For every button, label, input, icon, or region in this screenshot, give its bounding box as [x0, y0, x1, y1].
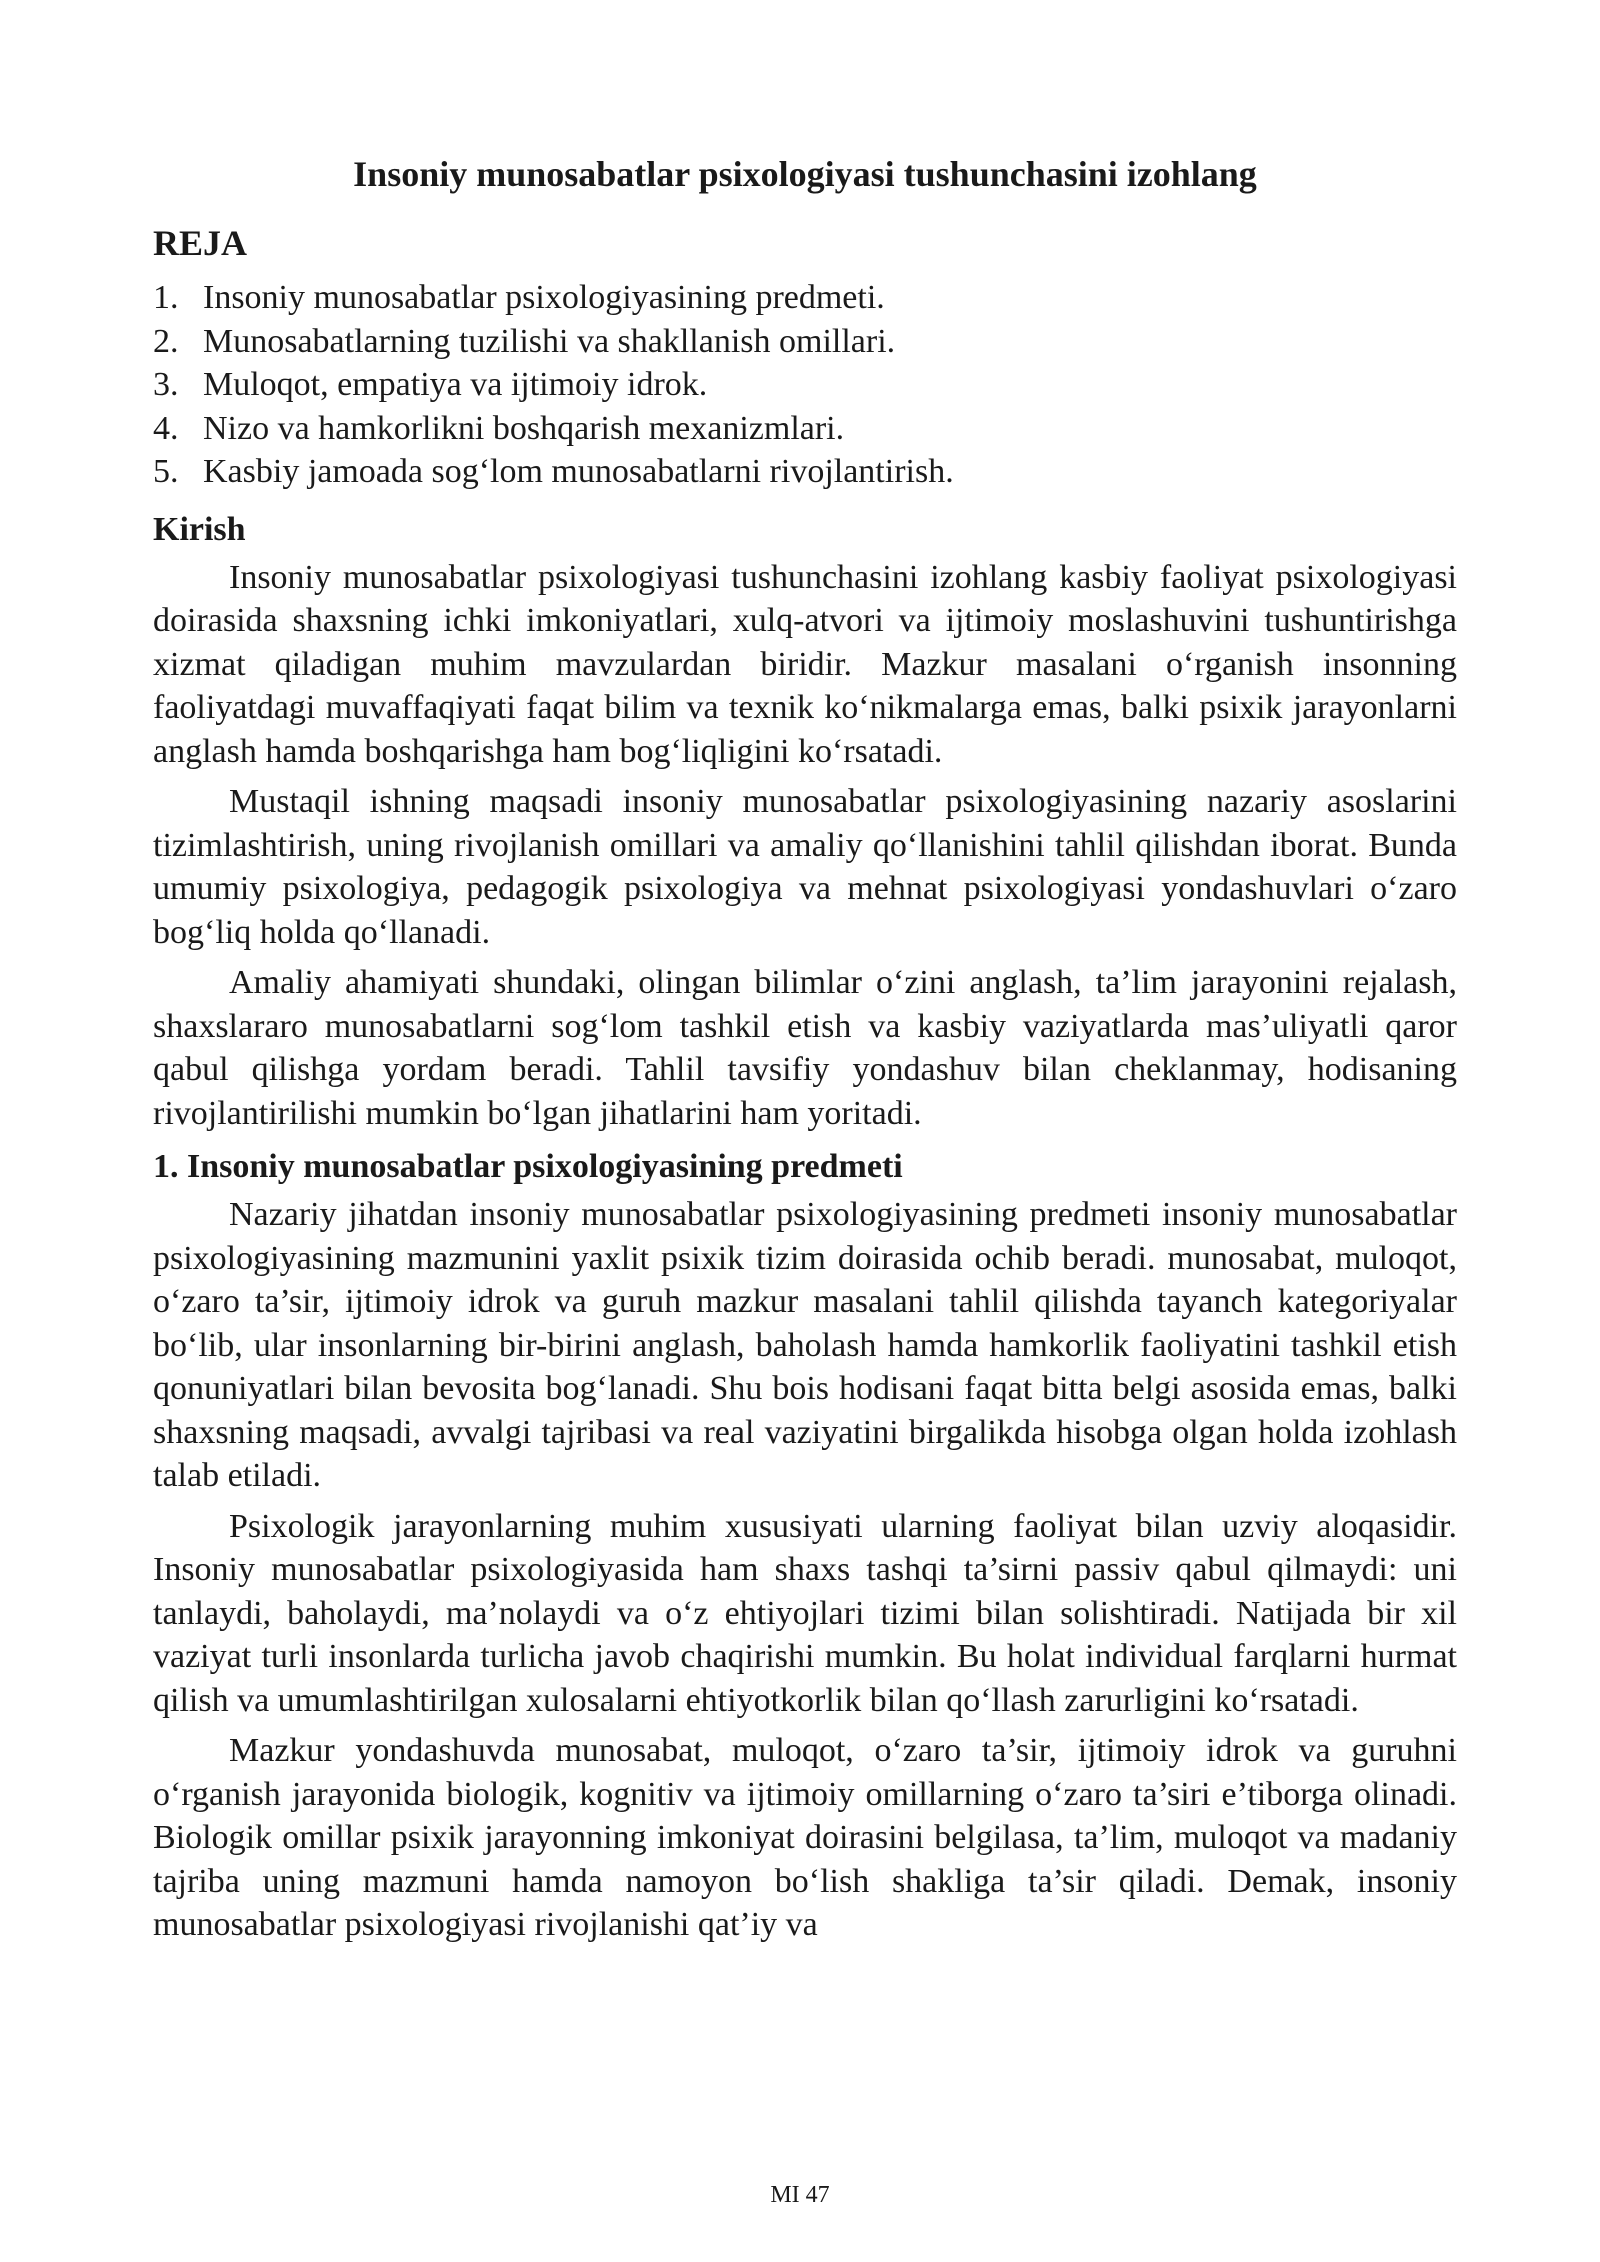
plan-item-text: Muloqot, empatiya va ijtimoiy idrok.	[203, 366, 708, 403]
plan-heading: REJA	[153, 223, 248, 263]
section-paragraph: Mazkur yondashuvda munosabat, muloqot, o‘zaro ta’sir, ijtimoiy idrok va guruhni o‘rganish jarayonida biologik, kognitiv va ijtimoiy omillarning o‘zaro ta’siri e’tiborga olinadi. Biologik omillar psixik jarayonning imkoniyat doirasini belgilasa, ta’lim, muloqot va madaniy tajriba uning mazmuni hamda namoyon bo‘lish shakliga ta’sir qiladi. Demak, insoniy munosabatlar psixologiyasi rivojlanishi qat’iy va	[153, 1732, 1457, 1943]
plan-item-text: Munosabatlarning tuzilishi va shakllanish omillari.	[203, 322, 896, 360]
page-number: MI 47	[770, 2182, 830, 2208]
section-paragraph: Psixologik jarayonlarning muhim xususiyati ularning faoliyat bilan uzviy aloqasidir. Insoniy munosabatlar psixologiyasida ham shaxs tashqi ta’sirni passiv qabul qilmaydi: uni tanlaydi, baholaydi, ma’nolaydi va o‘z ehtiyojlari tizimi bilan solishtiradi. Natijada bir xil vaziyat turli insonlarda turlicha javob chaqirishi mumkin. Bu holat individual farqlarni hurmat qilish va umumlashtirilgan xulosalarni ehtiyotkorlik bilan qo‘llash zarurligini ko‘rsatadi.	[153, 1507, 1457, 1719]
document-page	[153, 150, 1457, 1954]
plan-item-text: Nizo va hamkorlikni boshqarish mexanizmlari.	[203, 409, 845, 447]
plan-item-number: 4.	[153, 409, 179, 447]
section-heading: 1. Insoniy munosabatlar psixologiyasining predmeti	[153, 1148, 903, 1185]
intro-heading: Kirish	[153, 510, 246, 548]
plan-item-number: 2.	[153, 322, 179, 360]
plan-item-number: 5.	[153, 453, 179, 490]
intro-paragraph: Mustaqil ishning maqsadi insoniy munosabatlar psixologiyasining nazariy asoslarini tizimlashtirish, uning rivojlanish omillari va amaliy qo‘llanishini tahlil qilishdan iborat. Bunda umumiy psixologiya, pedagogik psixologiya va mehnat psixologiyasi yondashuvlari o‘zaro bog‘liq holda qo‘llanadi.	[153, 783, 1457, 951]
section-paragraph: Nazariy jihatdan insoniy munosabatlar psixologiyasining predmeti insoniy munosabatlar psixologiyasining mazmunini yaxlit psixik tizim doirasida ochib beradi. munosabat, muloqot, o‘zaro ta’sir, ijtimoiy idrok va guruh mazkur masalani tahlil qilishda tayanch kategoriyalar bo‘lib, ular insonlarning bir-birini anglash, baholash hamda hamkorlik faoliyatini tashkil etish qonuniyatlari bilan bevosita bog‘lanadi. Shu bois hodisani faqat bitta belgi asosida emas, balki shaxsning maqsadi, avvalgi tajribasi va real vaziyatini birgalikda hisobga olgan holda izohlash talab etiladi.	[153, 1196, 1457, 1494]
plan-item-text: Insoniy munosabatlar psixologiyasining predmeti.	[203, 279, 885, 316]
intro-paragraph: Insoniy munosabatlar psixologiyasi tushunchasini izohlang kasbiy faoliyat psixologiyasi doirasida shaxsning ichki imkoniyatlari, xulq-atvori va ijtimoiy moslashuvini tushuntirishga xizmat qiladigan muhim mavzulardan biridir. Mazkur masalani o‘rganish insonning faoliyatdagi muvaffaqiyati faqat bilim va texnik ko‘nikmalarga emas, balki psixik jarayonlarni anglash hamda boshqarishga ham bog‘liqligini ko‘rsatadi.	[153, 558, 1457, 770]
plan-item-number: 3.	[153, 366, 179, 403]
plan-item	[153, 363, 1457, 407]
plan-item	[153, 320, 1457, 364]
plan-item-text: Kasbiy jamoada sog‘lom munosabatlarni rivojlantirish.	[203, 453, 954, 490]
plan-list	[153, 276, 1457, 494]
plan-item	[153, 450, 1457, 494]
intro-paragraph: Amaliy ahamiyati shundaki, olingan bilimlar o‘zini anglash, ta’lim jarayonini rejalash, shaxslararo munosabatlarni sog‘lom tashkil etish va kasbiy vaziyatlarda mas’uliyatli qaror qabul qilishga yordam beradi. Tahlil tavsifiy yondashuv bilan cheklanmay, hodisaning rivojlantirilishi mumkin bo‘lgan jihatlarini ham yoritadi.	[153, 964, 1457, 1132]
plan-item	[153, 276, 1457, 320]
plan-item-number: 1.	[153, 279, 179, 316]
document-title: Insoniy munosabatlar psixologiyasi tushunchasini izohlang	[353, 154, 1257, 194]
plan-item	[153, 407, 1457, 451]
